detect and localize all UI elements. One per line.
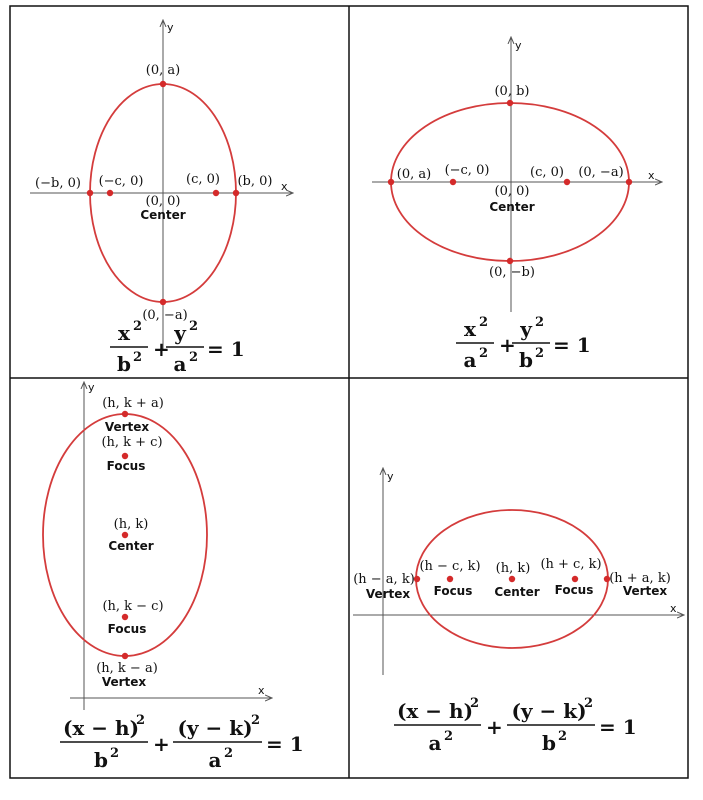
label-left-vertex: Vertex xyxy=(365,587,411,601)
point-right-vertex xyxy=(626,179,632,185)
eq-left-num-exp: 2 xyxy=(479,315,489,330)
eq-right-numerator: y xyxy=(174,321,186,345)
eq-left-numerator: (x − h) xyxy=(62,716,140,740)
point-top xyxy=(507,100,513,106)
point-bottom-focus xyxy=(122,614,128,620)
label-left-focus: (−c, 0) xyxy=(98,174,144,189)
x-axis-label: x xyxy=(670,602,677,615)
panel-vertical-shifted xyxy=(43,381,304,772)
label-left-co-vertex: (−b, 0) xyxy=(35,176,81,191)
eq-left-den-exp: 2 xyxy=(110,746,120,761)
panel-vertical-origin xyxy=(30,20,293,376)
eq-left-den-exp: 2 xyxy=(444,729,454,744)
eq-plus: + xyxy=(153,732,170,756)
point-bottom xyxy=(507,258,513,264)
point-center xyxy=(509,576,515,582)
eq-left-denominator: a xyxy=(463,348,477,372)
point-bottom-vertex xyxy=(122,653,128,659)
equation xyxy=(456,315,591,372)
label-top: (0, b) xyxy=(494,84,530,99)
point-top-vertex xyxy=(122,411,128,417)
coord-center: (h, k) xyxy=(113,517,149,532)
label-right-focus: Focus xyxy=(554,583,594,597)
label-right-co-vertex: (b, 0) xyxy=(237,174,273,189)
coord-right-focus: (h + c, k) xyxy=(540,557,602,572)
eq-right-numerator: (y − k) xyxy=(177,716,253,740)
coord-right-vertex: (h + a, k) xyxy=(609,571,671,586)
eq-right-num-exp: 2 xyxy=(251,713,261,728)
eq-right-numerator: (y − k) xyxy=(511,699,587,723)
label-bottom-vertex: Vertex xyxy=(101,675,147,689)
eq-right-den-exp: 2 xyxy=(535,346,545,361)
coord-center: (h, k) xyxy=(495,561,531,576)
eq-right-denominator: b xyxy=(519,348,533,372)
point-left-focus xyxy=(450,179,456,185)
label-bottom-focus: Focus xyxy=(107,622,147,636)
eq-equals: = 1 xyxy=(207,337,245,361)
label-left-focus: (−c, 0) xyxy=(444,163,490,178)
eq-plus: + xyxy=(486,715,503,739)
eq-right-den-exp: 2 xyxy=(558,729,568,744)
point-left-focus xyxy=(107,190,113,196)
point-left-focus xyxy=(447,576,453,582)
label-left-vertex: (0, a) xyxy=(396,167,432,182)
label-top-focus: Focus xyxy=(106,459,146,473)
label-right-vertex: (0, −a) xyxy=(578,165,624,180)
coord-bottom-vertex: (h, k − a) xyxy=(96,661,158,676)
x-axis-label: x xyxy=(281,180,288,193)
label-bottom: (0, −b) xyxy=(489,265,535,280)
point-right-focus xyxy=(572,576,578,582)
label-right-focus: (c, 0) xyxy=(530,165,564,180)
coord-left-vertex: (h − a, k) xyxy=(353,572,415,587)
label-bottom: (0, −a) xyxy=(142,308,188,323)
point-right-focus xyxy=(564,179,570,185)
label-top: (0, a) xyxy=(145,63,181,78)
eq-right-denominator: a xyxy=(173,352,187,376)
eq-right-numerator: y xyxy=(520,317,532,341)
point-right-co-vertex xyxy=(233,190,239,196)
label-center: Center xyxy=(108,539,154,553)
label-center: Center xyxy=(489,200,535,214)
equation xyxy=(394,696,637,755)
eq-left-num-exp: 2 xyxy=(133,319,143,334)
y-axis-label: y xyxy=(387,470,394,483)
x-axis-label: x xyxy=(648,169,655,182)
point-bottom xyxy=(160,299,166,305)
label-left-focus: Focus xyxy=(433,584,473,598)
coord-bottom-focus: (h, k − c) xyxy=(102,599,164,614)
eq-right-den-exp: 2 xyxy=(224,746,234,761)
point-center xyxy=(122,532,128,538)
eq-right-num-exp: 2 xyxy=(584,696,594,711)
label-center-coord: (0, 0) xyxy=(145,194,181,209)
eq-equals: = 1 xyxy=(266,732,304,756)
label-right-vertex: Vertex xyxy=(622,584,668,598)
coord-left-focus: (h − c, k) xyxy=(419,559,481,574)
eq-left-denominator: a xyxy=(428,731,442,755)
equation xyxy=(110,319,245,376)
eq-right-den-exp: 2 xyxy=(189,350,199,365)
eq-left-num-exp: 2 xyxy=(136,713,146,728)
eq-left-numerator: x xyxy=(464,317,476,341)
label-right-focus: (c, 0) xyxy=(186,172,220,187)
label-top-vertex: Vertex xyxy=(104,420,150,434)
point-left-co-vertex xyxy=(87,190,93,196)
label-center: Center xyxy=(494,585,540,599)
y-axis-label: y xyxy=(515,39,522,52)
eq-left-denominator: b xyxy=(94,748,108,772)
eq-left-numerator: x xyxy=(118,321,130,345)
panel-horizontal-origin xyxy=(372,37,662,372)
eq-left-den-exp: 2 xyxy=(133,350,143,365)
eq-plus: + xyxy=(499,333,516,357)
eq-right-denominator: b xyxy=(542,731,556,755)
eq-plus: + xyxy=(153,337,170,361)
eq-left-num-exp: 2 xyxy=(470,696,480,711)
panel-horizontal-shifted xyxy=(353,468,684,755)
equation xyxy=(60,713,304,772)
eq-right-num-exp: 2 xyxy=(189,319,199,334)
eq-left-den-exp: 2 xyxy=(479,346,489,361)
eq-equals: = 1 xyxy=(553,333,591,357)
point-right-focus xyxy=(213,190,219,196)
x-axis-label: x xyxy=(258,684,265,697)
point-top xyxy=(160,81,166,87)
y-axis-label: y xyxy=(167,21,174,34)
y-axis-label: y xyxy=(88,381,95,394)
eq-right-denominator: a xyxy=(208,748,222,772)
eq-left-numerator: (x − h) xyxy=(396,699,474,723)
coord-top-vertex: (h, k + a) xyxy=(102,396,164,411)
eq-right-num-exp: 2 xyxy=(535,315,545,330)
label-center: Center xyxy=(140,208,186,222)
eq-equals: = 1 xyxy=(599,715,637,739)
coord-top-focus: (h, k + c) xyxy=(101,435,163,450)
label-center-coord: (0, 0) xyxy=(494,184,530,199)
eq-left-denominator: b xyxy=(117,352,131,376)
point-left-vertex xyxy=(388,179,394,185)
